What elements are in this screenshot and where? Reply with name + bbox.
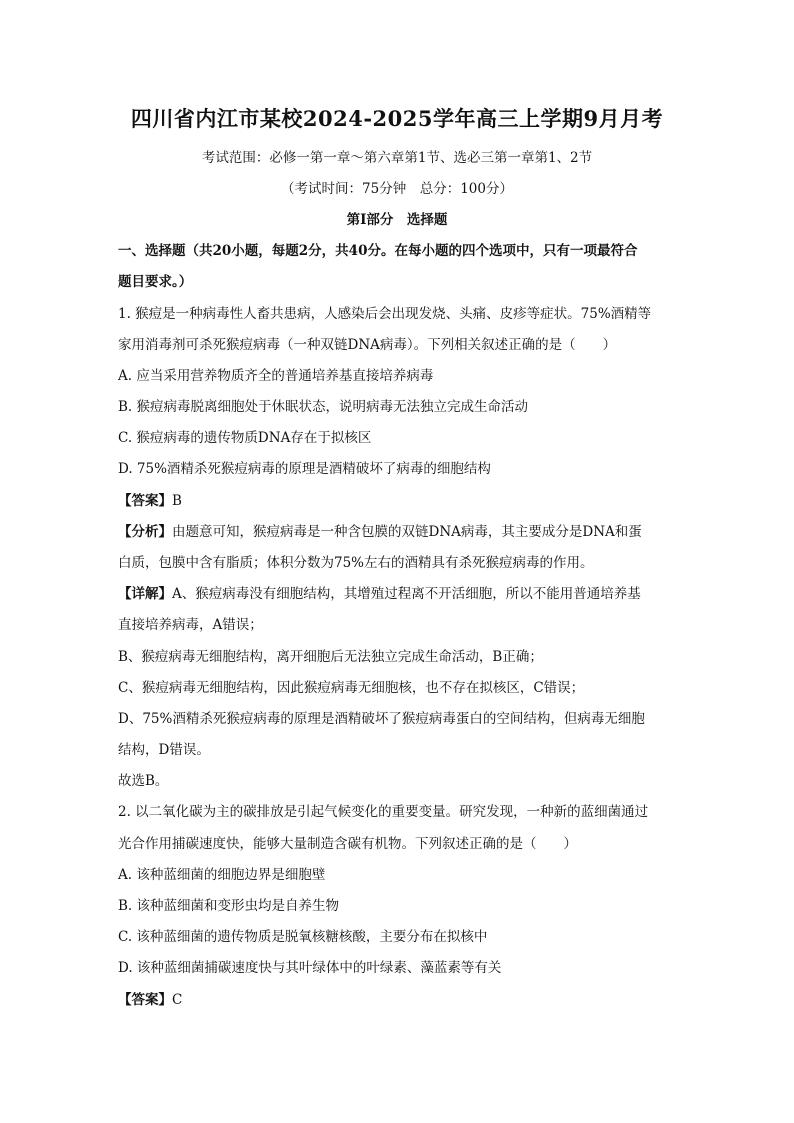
q2-option-c: C. 该种蓝细菌的遗传物质是脱氧核糖核酸，主要分布在拟核中	[118, 929, 488, 945]
q1-detail-line-4: C、猴痘病毒无细胞结构，因此猴痘病毒无细胞核，也不存在拟核区，C错误；	[118, 680, 585, 696]
detail-tag: 【详解】	[118, 586, 172, 602]
q1-option-c: C. 猴痘病毒的遗传物质DNA存在于拟核区	[118, 430, 372, 446]
q1-answer	[118, 489, 688, 509]
q2-answer	[118, 988, 688, 1008]
q1-detail-line-1	[118, 582, 688, 602]
answer-value: C	[172, 992, 183, 1008]
q2-option-b: B. 该种蓝细菌和变形虫均是自养生物	[118, 898, 340, 914]
q1-analysis-line-1	[118, 520, 688, 540]
q1-detail-line-2: 直接培养病毒，A错误；	[118, 617, 263, 633]
q2-stem-line-1: 2. 以二氧化碳为主的碳排放是引起气候变化的重要变量。研究发现，一种新的蓝细菌通过	[118, 804, 649, 820]
instructions-line-2: 题目要求。）	[118, 274, 193, 290]
q1-detail-line-6: 结构，D错误。	[118, 742, 210, 758]
q2-option-a: A. 该种蓝细菌的细胞边界是细胞壁	[118, 867, 326, 883]
detail-text: A、猴痘病毒没有细胞结构，其增殖过程离不开活细胞，所以不能用普通培养基	[172, 586, 641, 602]
q1-stem-line-2: 家用消毒剂可杀死猴痘病毒（一种双链DNA病毒）。下列相关叙述正确的是（ ）	[118, 337, 617, 353]
q1-conclusion: 故选B。	[118, 773, 169, 789]
exam-time: （考试时间：75分钟 总分：100分）	[281, 181, 513, 197]
q1-stem-line-1: 1. 猴痘是一种病毒性人畜共患病，人感染后会出现发烧、头痛、皮疹等症状。75%酒精等	[118, 306, 652, 322]
q2-option-d: D. 该种蓝细菌捕碳速度快与其叶绿体中的叶绿素、藻蓝素等有关	[118, 960, 502, 976]
q1-option-d: D. 75%酒精杀死猴痘病毒的原理是酒精破坏了病毒的细胞结构	[118, 461, 491, 477]
q1-option-a: A. 应当采用营养物质齐全的普通培养基直接培养病毒	[118, 368, 434, 384]
exam-scope: 考试范围：必修一第一章～第六章第1节、选必三第一章第1、2节	[201, 150, 593, 166]
q1-analysis-line-2: 白质，包膜中含有脂质；体积分数为75%左右的酒精具有杀死猴痘病毒的作用。	[118, 555, 594, 571]
section-heading: 第Ⅰ部分 选择题	[346, 212, 448, 228]
q2-stem-line-2: 光合作用捕碳速度快，能够大量制造含碳有机物。下列叙述正确的是（ ）	[118, 836, 577, 852]
instructions-line-1: 一、选择题（共20小题，每题2分，共40分。在每小题的四个选项中，只有一项最符合	[118, 243, 638, 259]
answer-tag: 【答案】	[118, 992, 172, 1008]
answer-value: B	[172, 493, 182, 509]
q1-detail-line-3: B、猴痘病毒无细胞结构，离开细胞后无法独立完成生命活动，B正确；	[118, 649, 543, 665]
document-title: 四川省内江市某校2024-2025学年高三上学期9月月考	[130, 106, 664, 131]
analysis-text: 由题意可知，猴痘病毒是一种含包膜的双链DNA病毒，其主要成分是DNA和蛋	[172, 524, 642, 540]
answer-tag: 【答案】	[118, 493, 172, 509]
q1-detail-line-5: D、75%酒精杀死猴痘病毒的原理是酒精破坏了猴痘病毒蛋白的空间结构，但病毒无细胞	[118, 711, 645, 727]
analysis-tag: 【分析】	[118, 524, 172, 540]
q1-option-b: B. 猴痘病毒脱离细胞处于休眠状态，说明病毒无法独立完成生命活动	[118, 399, 529, 415]
